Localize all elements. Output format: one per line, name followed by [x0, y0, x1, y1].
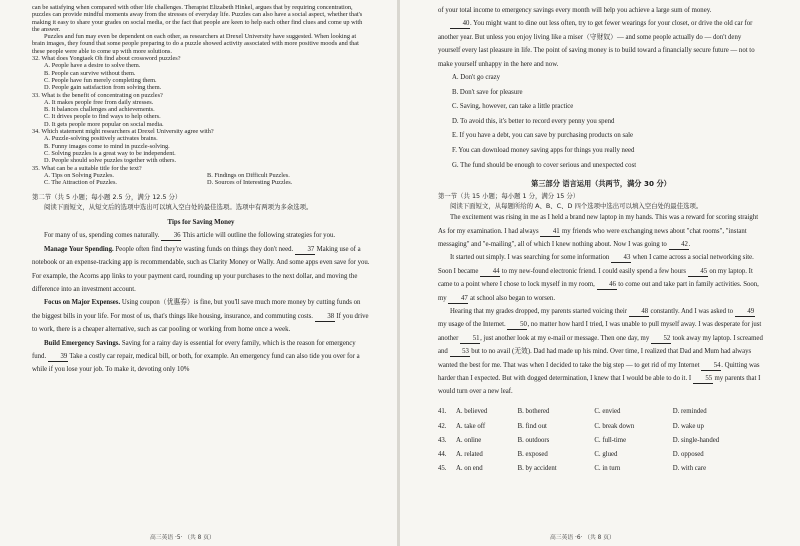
- answer-choice[interactable]: C. full-time: [594, 436, 627, 444]
- passage-paragraph-6: 40. You might want to dine out less often, try to get fewer wearings for your closet, or drive the old car for another year. But unless you enjoy living like a miser（守财奴）— and some people actually do — don't deny yourself every last pleasure in life. The point of saving money is to build toward a financially secure future — not to make yourself unhappy in the here and now.: [438, 20, 755, 68]
- question-number: 43.: [438, 436, 447, 444]
- choice-option[interactable]: G. The fund should be enough to cover serious and unexpected cost: [452, 161, 637, 169]
- question-number: 41.: [438, 408, 447, 416]
- cloze-blank[interactable]: 43: [611, 254, 631, 263]
- intro-paragraph-1: can be satisfying when compared with other life challenges. Therapist Elizabeth Hinkel, argues that by requiring concentration, puzzles can provide mindful moments away from the stresses of everyday life. Puzzles can also have a social aspect, whether that's making it easy to share your grades on social media, or the fact that people are keen to help each other find clues and come up with the answer.: [32, 4, 363, 33]
- question-number: 45.: [438, 465, 447, 473]
- choice-row: [438, 419, 764, 433]
- cloze-text: to my new-found electronic friend. I could easily spend a few hours: [500, 267, 688, 275]
- choice-row: [438, 462, 764, 476]
- cloze-paragraph-1: [438, 211, 764, 251]
- cloze-text: my friends who were exchanging news about "chat rooms", "instant messaging" and "e-mailing", all of which I knew nothing about. Now I was going to: [438, 227, 747, 248]
- answer-choice[interactable]: D. wake up: [672, 422, 704, 430]
- cloze-text: but to no avail (无效). Dad had made up his mind. Over time, I realized that Dad and Mum had always wanted the best for me. That was when I decided to take the big step — to get rid of my Internet: [438, 348, 752, 369]
- left-page-footer: 高三英语 ·5· （共 8 页）: [150, 535, 215, 541]
- choice-option[interactable]: E. If you have a debt, you can save by purchasing products on sale: [452, 132, 634, 140]
- p4-heading: Build Emergency Savings.: [44, 339, 121, 347]
- cloze-blank[interactable]: 42: [669, 241, 689, 250]
- answer-choice[interactable]: C. break down: [594, 422, 635, 430]
- choice-option[interactable]: B. Don't save for pleasure: [452, 88, 523, 96]
- blank-39[interactable]: 39: [48, 353, 68, 362]
- answer-choice[interactable]: D. single-handed: [672, 436, 720, 444]
- cloze-text: my parents that I would turn over a new leaf.: [438, 375, 761, 396]
- cloze-text: when I came across a social networking site. Soon I became: [438, 254, 754, 275]
- choice-row: [438, 447, 764, 461]
- blank-37[interactable]: 37: [295, 246, 315, 255]
- choice-option[interactable]: C. Saving, however, can take a little practice: [452, 103, 574, 111]
- cloze-blank[interactable]: 50: [507, 321, 527, 330]
- answer-option[interactable]: A. People have a desire to solve them.: [44, 62, 141, 70]
- question-stem: 34. Which statement might researchers at Drexel University agree with?: [32, 128, 214, 136]
- cloze-blank[interactable]: 48: [629, 308, 649, 317]
- cloze-choices-table: [438, 405, 764, 476]
- cloze-blank[interactable]: 44: [480, 268, 500, 277]
- passage-title: Tips for Saving Money: [167, 219, 235, 227]
- cloze-text: , no matter how hard I tried, I was unable to pull myself away. I was desperate for just another: [438, 321, 762, 342]
- p1-text-b: This article will outline the following strategies for you.: [182, 232, 336, 240]
- p3-text-b: If you drive to work, there is a cheaper alternative, such as car pooling or working from home once a week.: [32, 312, 369, 334]
- cloze-text: took away my laptop. I screamed and: [438, 334, 763, 356]
- seven-choice-options: [438, 71, 764, 173]
- cloze-blank[interactable]: 46: [597, 281, 617, 290]
- answer-choice[interactable]: A. online: [456, 436, 482, 444]
- answer-choice[interactable]: A. on end: [456, 465, 483, 473]
- right-page: [400, 0, 800, 546]
- cloze-text: at school also began to worsen.: [468, 294, 556, 302]
- cloze-text: , just another look at my e-mail or message. Then one day, my: [480, 334, 651, 342]
- blank-40[interactable]: 40: [450, 20, 470, 29]
- answer-option[interactable]: B. People can survive without them.: [44, 69, 136, 77]
- passage-paragraph-4: [32, 337, 370, 377]
- p2-text-a: People often find they're wasting funds on things they don't need.: [115, 245, 294, 253]
- answer-choice[interactable]: A. related: [456, 451, 483, 459]
- cloze-blank[interactable]: 52: [651, 335, 671, 344]
- choice-row: [438, 433, 764, 447]
- option-35-c[interactable]: C. The Attraction of Puzzles.: [44, 179, 117, 187]
- passage-paragraph-2: [32, 243, 370, 297]
- cloze-text: It started out simply. I was searching for some information: [450, 254, 611, 262]
- cloze-blank[interactable]: 45: [688, 268, 708, 277]
- passage-paragraph-3: [32, 296, 370, 336]
- answer-choice[interactable]: C. envied: [594, 408, 621, 416]
- cloze-blank[interactable]: 54: [701, 362, 721, 371]
- choice-option[interactable]: D. To avoid this, it's better to record every penny you spend: [452, 117, 615, 125]
- answer-option[interactable]: C. Solving puzzles is a great way to be independent.: [44, 149, 176, 157]
- p1-text-a: For many of us, spending comes naturally.: [44, 232, 160, 240]
- passage-paragraph-1: [32, 229, 370, 242]
- p2-text-b: Making use of a notebook or an expense-tracking app is recommendable, such as Clarity Money or Wally. And some apps even save for you. For example, the Acorns app links to your payment card, rounding up your purchases to the next dollar, and moving the difference into an investment account.: [32, 245, 370, 294]
- p3-text-a: Using coupon（优惠券）is fine, but you'll save much more money by cutting funds on the biggest bills in your life. For most of us, that's things like housing, insurance, and commuting costs.: [32, 299, 361, 320]
- cloze-blank[interactable]: 47: [448, 295, 468, 304]
- question-35-stem: 35. What can be a suitable title for the text?: [32, 164, 142, 172]
- answer-option[interactable]: D. People should solve puzzles together with others.: [44, 157, 177, 165]
- cloze-text: .: [688, 241, 691, 248]
- question-stem: 32. What does Yongtaek Oh find about crossword puzzles?: [32, 55, 181, 63]
- part3-heading: 第三部分 语言运用（共两节，满分 30 分）: [531, 179, 671, 189]
- cloze-text: . Quitting was harder than I expected. But with dogged determination, I knew that I would be able to do it. I: [438, 361, 760, 383]
- answer-choice[interactable]: A. take off: [456, 422, 486, 430]
- question-list: [32, 55, 370, 164]
- right-page-footer: 高三英语 ·6· （共 8 页）: [550, 535, 615, 541]
- question-number: 44.: [438, 451, 447, 459]
- cloze-paragraph-2: [438, 251, 764, 305]
- choice-option[interactable]: F. You can download money saving apps for things you really need: [452, 147, 635, 154]
- question-35-options-row-1: [32, 172, 370, 179]
- cloze-blank[interactable]: 41: [540, 228, 560, 237]
- answer-choice[interactable]: B. outdoors: [517, 436, 550, 444]
- cloze-text: on my laptop. It came to a point where I chose to lock myself in my room,: [438, 267, 753, 289]
- left-page: [0, 0, 397, 546]
- cloze-text: my usage of the Internet.: [438, 321, 508, 329]
- answer-option[interactable]: B. Funny images come to mind in puzzle-solving.: [44, 142, 170, 150]
- answer-choice[interactable]: C. glued: [594, 451, 618, 459]
- answer-option[interactable]: A. It makes people free from daily stresses.: [44, 98, 154, 106]
- p4-text-b: Take a costly car repair, medical bill, or both, for example. An emergency fund can also tide you over for a while if you lose your job. To make it, devoting only 10%: [32, 353, 360, 374]
- p3-heading: Focus on Major Expenses.: [44, 299, 121, 307]
- cloze-blank[interactable]: 49: [735, 308, 755, 317]
- section2-instructions: 阅读下面短文，从短文后的选项中选出可以填入空白处的最佳选项。选项中有两项为多余选项。: [44, 203, 313, 212]
- cloze-text: Hearing that my grades dropped, my parents started voicing their: [450, 308, 629, 316]
- p4-text-a: Saving for a rainy day is essential for every family, which is the reason for emergency fund.: [32, 339, 356, 361]
- answer-choice[interactable]: C. in turn: [594, 465, 621, 473]
- cloze-text: to come out and take part in family activities. Soon, my: [438, 281, 759, 302]
- answer-choice[interactable]: B. by accident: [517, 465, 557, 473]
- cloze-blank[interactable]: 55: [693, 375, 713, 384]
- answer-option[interactable]: B. It balances challenges and achievements.: [44, 106, 155, 114]
- intro-paragraph-2: Puzzles and fun may even be dependent on each other, as researchers at Drexel University have suggested. When looking at brain images, they found that some people preparing to do a puzzle showed activity associated with more positive moods and that these people were able to come up with more solutions.: [32, 33, 359, 55]
- option-35-d[interactable]: D. Sources of Interesting Puzzles.: [207, 179, 293, 187]
- choice-row: [438, 405, 764, 419]
- p6-text: You might want to dine out less often, try to get fewer wearings for your closet, or drive the old car for another year. But unless you enjoy living like a miser（守财奴）— and some people actually do — don't deny yourself every last pleasure in life. The point of saving money is to build toward a financially secure future — not to make yourself unhappy in the here and now.: [438, 20, 755, 68]
- cloze-paragraph-3: [438, 305, 764, 399]
- p2-heading: Manage Your Spending.: [44, 245, 114, 253]
- question-stem: 33. What is the benefit of concentrating on puzzles?: [32, 91, 163, 99]
- option-35-a[interactable]: A. Tips on Solving Puzzles.: [44, 171, 114, 179]
- answer-choice[interactable]: B. find out: [517, 422, 547, 430]
- cloze-blank[interactable]: 53: [450, 348, 470, 357]
- answer-choice[interactable]: D. opposed: [672, 451, 704, 459]
- right-column: [438, 0, 764, 476]
- blank-36[interactable]: 36: [161, 232, 181, 241]
- answer-option[interactable]: C. It drives people to find ways to help others.: [44, 113, 161, 121]
- question-number: 42.: [438, 422, 447, 430]
- section2-heading: 第二节（共 5 小题；每小题 2.5 分，满分 12.5 分）: [32, 193, 182, 202]
- answer-choice[interactable]: D. with care: [672, 465, 707, 473]
- option-35-b[interactable]: B. Findings on Difficult Puzzles.: [207, 171, 290, 179]
- answer-option[interactable]: A. Puzzle-solving positively activates brains.: [44, 135, 158, 143]
- choice-option[interactable]: A. Don't go crazy: [452, 74, 501, 82]
- answer-option[interactable]: D. It gets people more popular on social media.: [44, 120, 164, 128]
- answer-choice[interactable]: B. exposed: [517, 451, 548, 459]
- answer-option[interactable]: D. People gain satisfaction from solving them.: [44, 84, 162, 92]
- left-column: [32, 0, 370, 377]
- cloze-text: The excitement was rising in me as I held a brand new laptop in my hands. This was a reward for scoring straight As for my examination. I had always: [438, 214, 759, 235]
- answer-option[interactable]: C. People have fun merely completing them.: [44, 76, 157, 84]
- answer-choice[interactable]: B. bothered: [517, 408, 550, 416]
- section1-instructions: 阅读下面短文，从每题所给的 A、B、C、D 四个选项中选出可以填入空白处的最佳选项。: [450, 202, 703, 211]
- passage-paragraph-5: of your total income to emergency savings every month will help you achieve a large sum of money.: [438, 7, 712, 14]
- question-35-options-row-2: [32, 179, 370, 186]
- cloze-blank[interactable]: 51: [460, 335, 480, 344]
- answer-choice[interactable]: A. believed: [456, 408, 488, 416]
- blank-38[interactable]: 38: [315, 313, 335, 322]
- answer-choice[interactable]: D. reminded: [672, 408, 707, 416]
- section1-heading: 第一节（共 15 小题；每小题 1 分，满分 15 分）: [438, 192, 580, 201]
- cloze-text: constantly. And I was asked to: [648, 308, 735, 316]
